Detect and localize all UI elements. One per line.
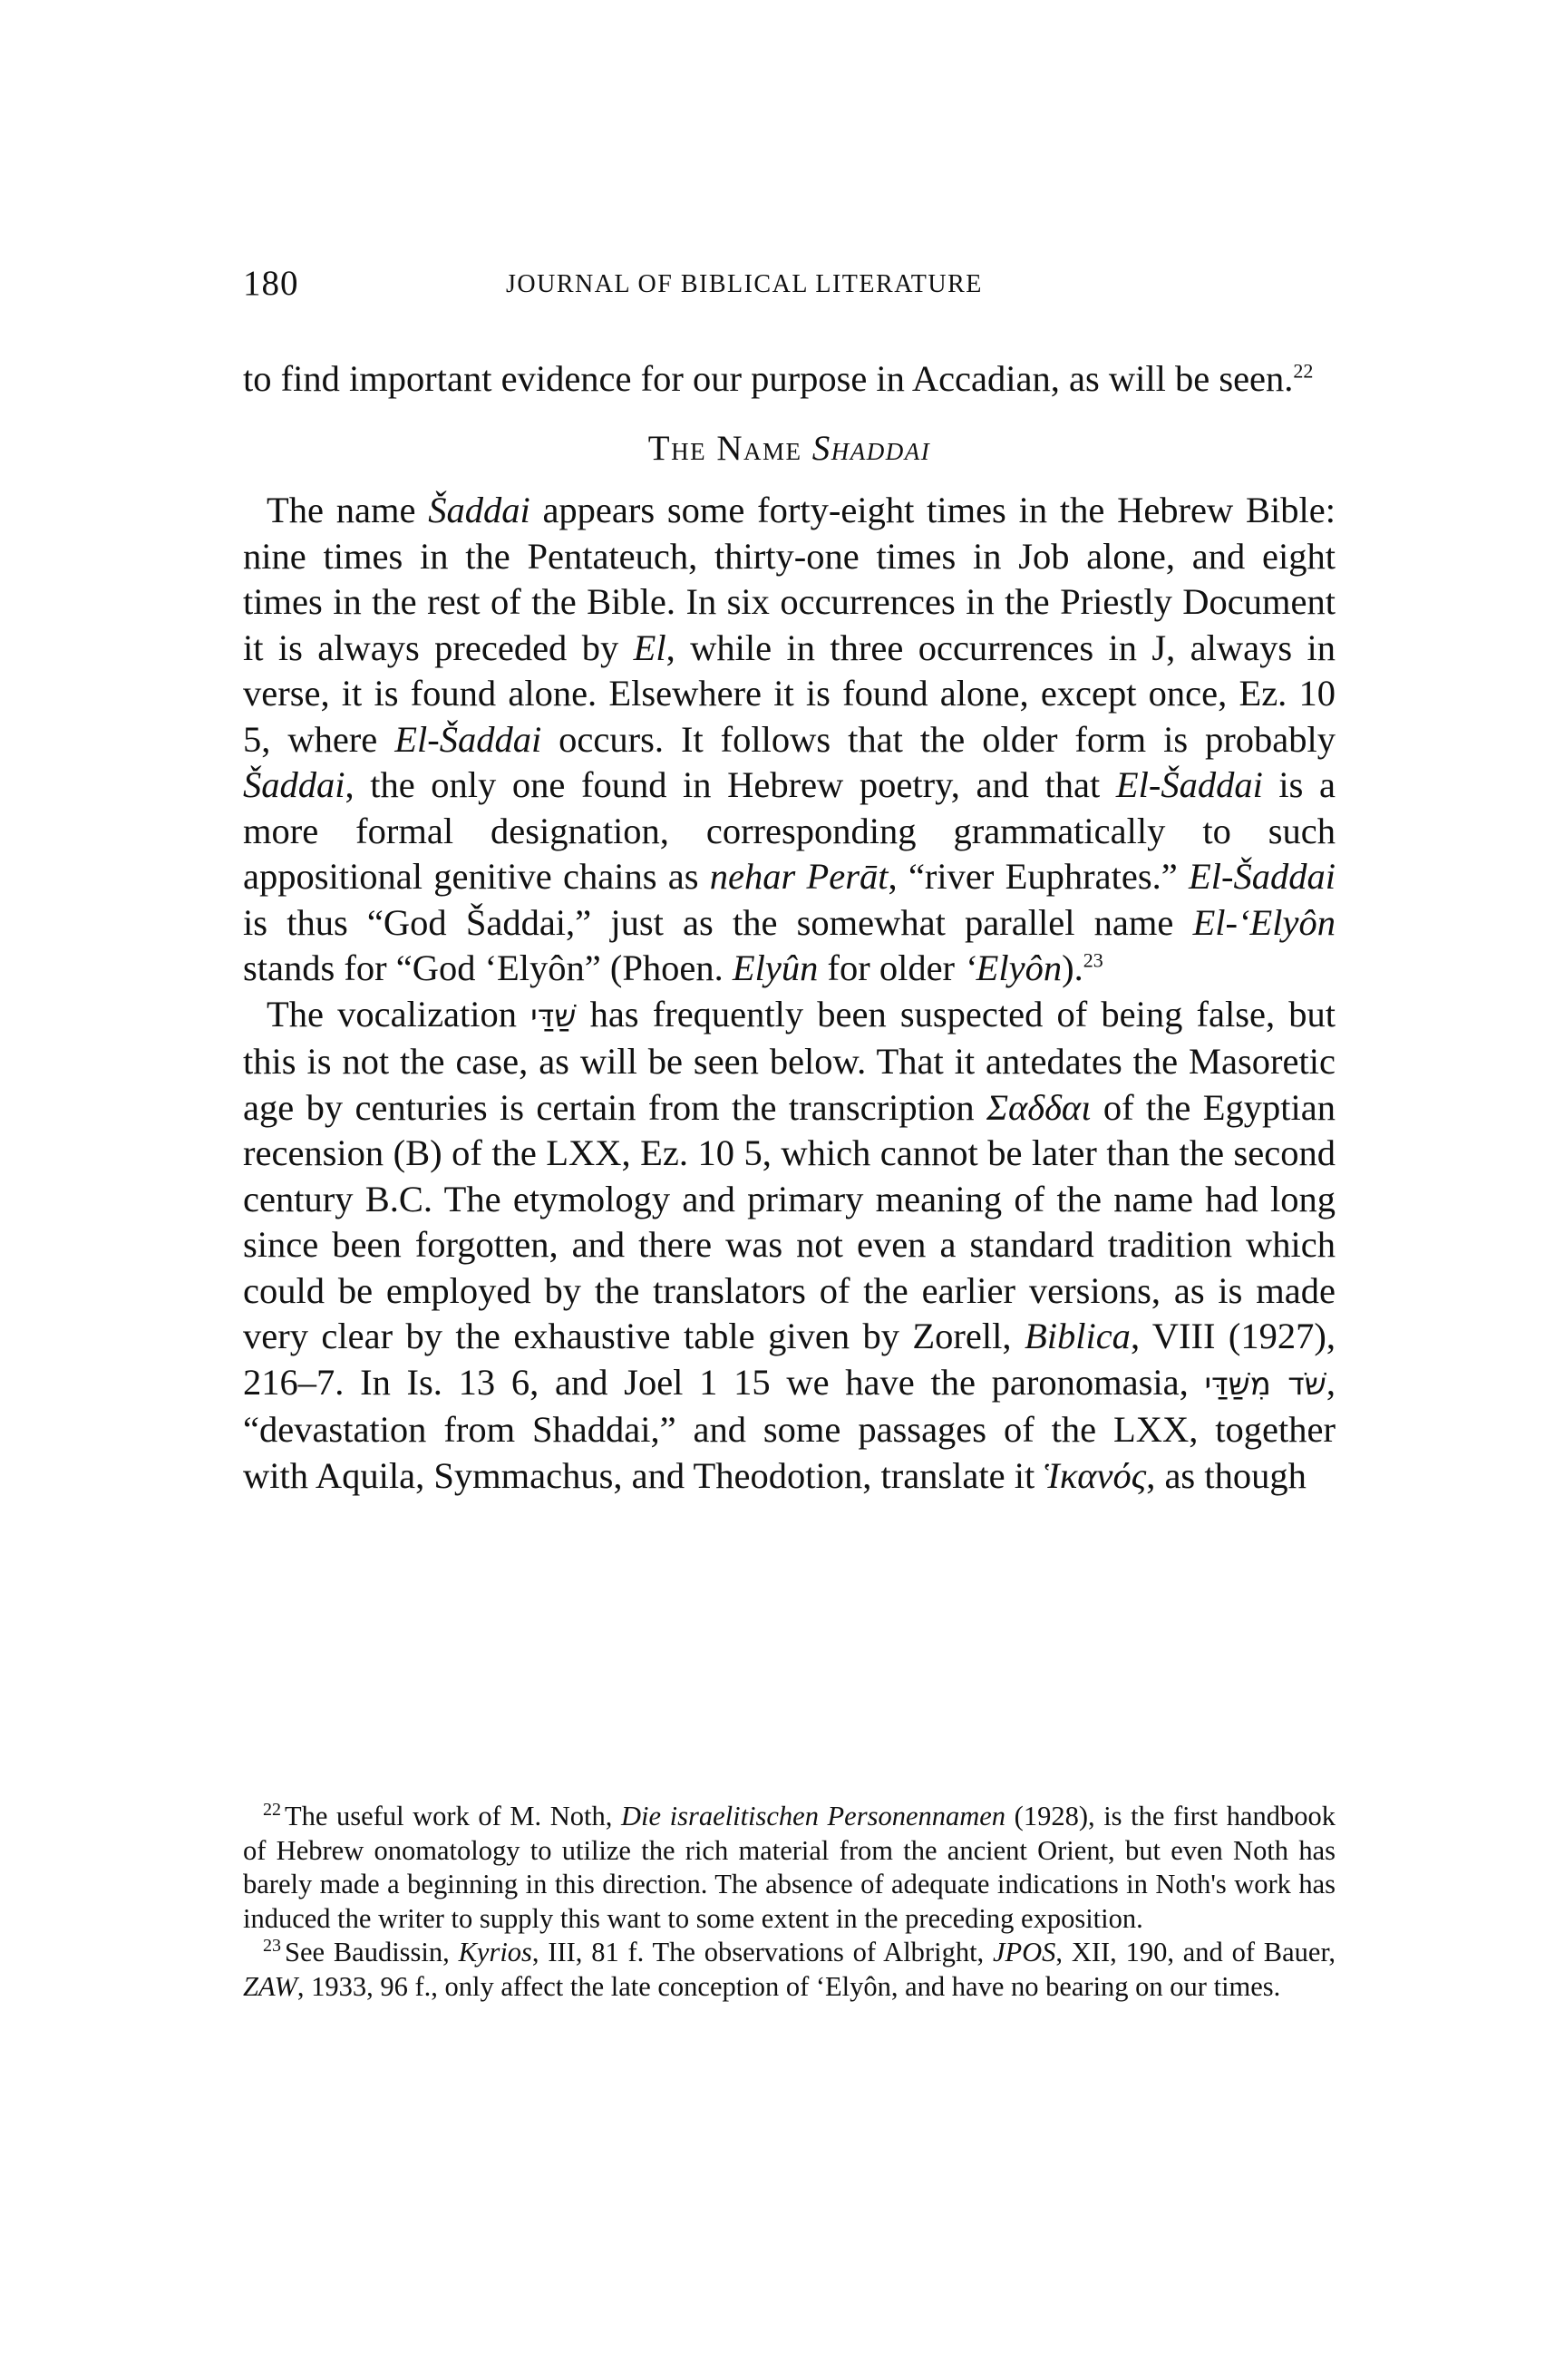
italic-term: Šaddai xyxy=(428,490,530,530)
text-run: has frequently been suspected of being false, but this is not the case, as will be seen below. That it antedates the Masoretic age by centuries is certain from the transcription xyxy=(243,993,1336,1128)
text-run: The useful work of M. Noth, xyxy=(285,1801,621,1831)
footnote-23 xyxy=(243,1936,1336,2004)
running-head xyxy=(243,263,1331,317)
text-run: stands for “God ‘Elyôn” (Phoen. xyxy=(243,947,733,988)
text-run: for older xyxy=(818,947,965,988)
greek-word: Σαδδαι xyxy=(986,1086,1092,1128)
italic-term: Elyûn xyxy=(732,947,819,988)
italic-term: El-Šaddai xyxy=(1189,856,1336,897)
text-run: The name xyxy=(267,490,429,530)
footnote-22 xyxy=(243,1800,1336,1936)
text-run: , 1933, 96 f., only affect the late conception of ‘Elyôn, and have no bearing on our times. xyxy=(296,1970,1281,2002)
italic-term: JPOS xyxy=(992,1937,1056,1967)
paragraph-text: to find important evidence for our purpose in Accadian, as will be seen. xyxy=(243,358,1294,399)
footnote-marker-22: 22 xyxy=(1293,359,1314,383)
text-run: occurs. It follows that the older form is probably xyxy=(541,718,1336,760)
footnotes xyxy=(243,1800,1336,2004)
footnote-marker-23: 23 xyxy=(1083,948,1103,972)
italic-term: Šaddai xyxy=(243,764,345,805)
italic-term: El-‘Elyôn xyxy=(1192,901,1336,943)
body-text xyxy=(243,356,1336,1499)
text-run: of the Egyptian recension (B) of the LXX, Ez. 10 5, which cannot be later than the second century B.C. The etymology and primary meaning of the name had long since been forgotten, and there was not even a standard tradition which could be employed by the translators of the earlier versions, as is made very clear by the exhaustive table given by Zorell, xyxy=(243,1086,1336,1356)
italic-term: Die israelitischen Personennamen xyxy=(620,1801,1006,1831)
hebrew-phrase: שֹׁד מִשַּׁדַּי xyxy=(1204,1365,1326,1403)
text-run: , the only one found in Hebrew poetry, and that xyxy=(345,764,1116,805)
text-run: ). xyxy=(1062,947,1083,988)
text-run: is thus “God Šaddai,” just as the somewhat parallel name xyxy=(243,901,1193,943)
italic-term: El-Šaddai xyxy=(394,718,542,760)
italic-term: Biblica xyxy=(1024,1316,1131,1356)
italic-term: nehar Perāt xyxy=(709,856,889,897)
journal-title: JOURNAL OF BIBLICAL LITERATURE xyxy=(506,270,983,298)
section-heading-italic: Shaddai xyxy=(811,428,931,468)
footnote-number: 22 xyxy=(263,1799,281,1820)
text-run: , “river Euphrates.” xyxy=(888,856,1190,897)
paragraph-continued xyxy=(243,356,1336,403)
text-run: , VIII (1927), 216–7. In Is. 13 6, and Joel 1 15 we have the paronomasia, xyxy=(243,1316,1336,1403)
text-run: , “devastation from Shaddai,” and some passages of the LXX, together with Aquila, Symmachus, and Theodotion, translate it xyxy=(243,1361,1336,1496)
text-run: is a more formal designation, corresponding grammatically to such appositional genitive chains as xyxy=(243,764,1336,897)
text-run: , III, 81 f. The observations of Albright, xyxy=(531,1937,993,1967)
italic-term: ZAW xyxy=(243,1970,297,2002)
page-number: 180 xyxy=(243,264,299,303)
text-run: (1928), is the first handbook of Hebrew onomatology to utilize the rich material from the ancient Orient, but even Noth has barely made a beginning in this direction. The absence of adequate indications in Noth's work has induced the writer to supply this want to some extent in the preceding exposition. xyxy=(243,1801,1336,1934)
text-run: appears some forty-eight times in the Hebrew Bible: nine times in the Pentateuch, thirty-one times in Job alone, and eight times in the rest of the Bible. In six occurrences in the Priestly Document it is always preceded by xyxy=(243,490,1336,668)
text-run: , XII, 190, and of Bauer, xyxy=(1055,1937,1336,1967)
paragraph-vocalization xyxy=(243,992,1336,1500)
section-heading-prefix: The Name xyxy=(647,428,812,468)
section-heading xyxy=(243,426,1336,472)
text-run: See Baudissin, xyxy=(285,1937,459,1967)
greek-word: Ἱκανός xyxy=(1044,1454,1147,1496)
text-run: , as though xyxy=(1146,1454,1307,1496)
italic-term: El xyxy=(633,627,666,668)
hebrew-word: שַׁדַּי xyxy=(530,997,577,1035)
italic-term: El-Šaddai xyxy=(1115,764,1263,805)
footnote-number: 23 xyxy=(263,1935,281,1956)
text-run: The vocalization xyxy=(267,993,531,1035)
text-run: , while in three occurrences in J, always in verse, it is found alone. Elsewhere it is found alone, except once, Ez. 10 5, where xyxy=(243,627,1336,760)
italic-term: ‘Elyôn xyxy=(964,947,1063,988)
italic-term: Kyrios xyxy=(458,1937,532,1967)
paragraph-name-shaddai xyxy=(243,488,1336,992)
